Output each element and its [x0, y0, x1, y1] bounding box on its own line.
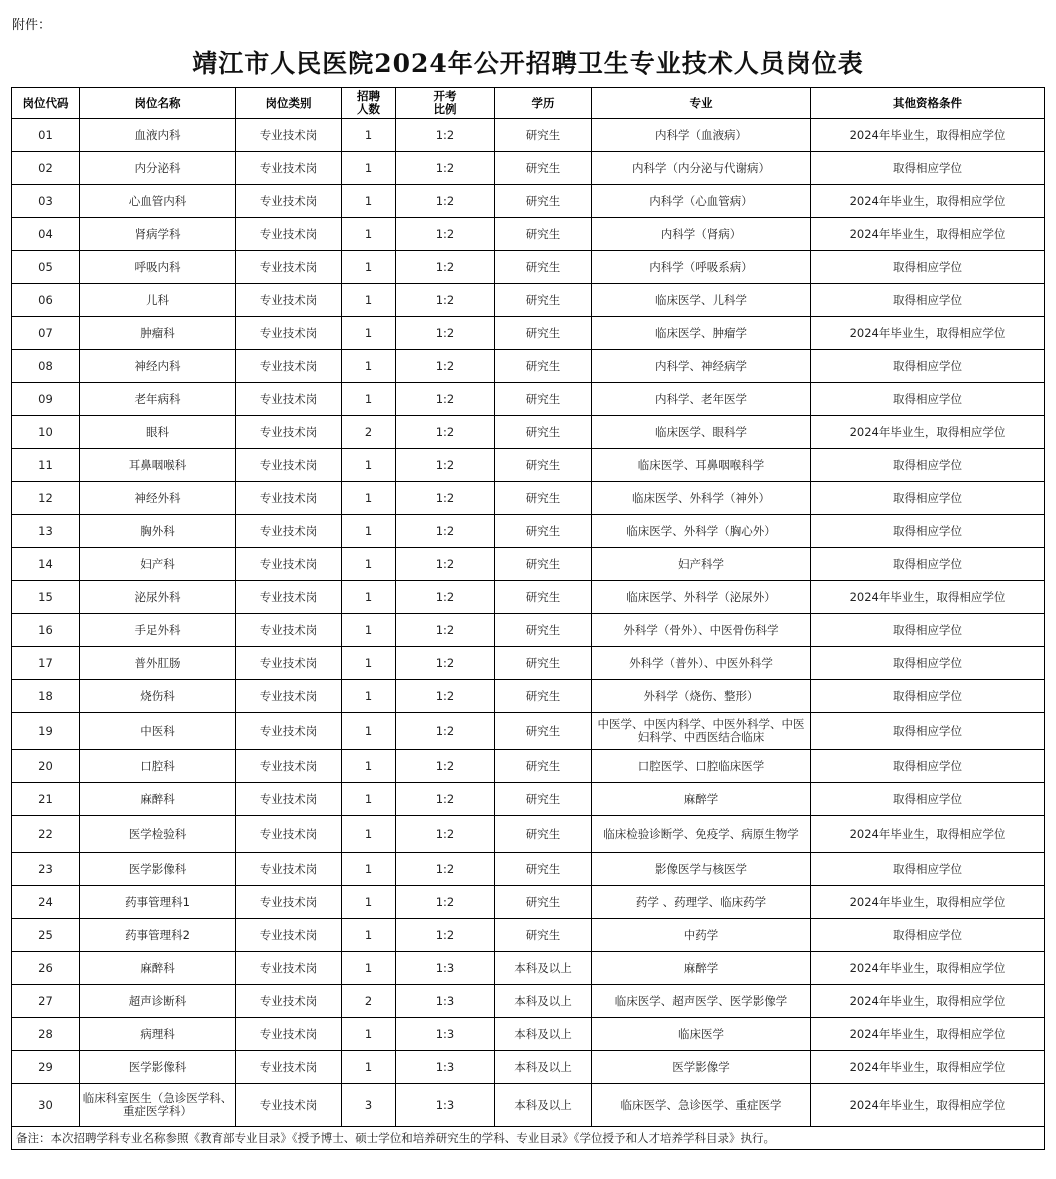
cell-position-code: 10 — [12, 416, 80, 449]
cell-exam-ratio: 1:3 — [396, 985, 495, 1018]
cell-position-name: 肿瘤科 — [80, 317, 236, 350]
cell-position-code: 24 — [12, 886, 80, 919]
page-title: 靖江市人民医院2024年公开招聘卫生专业技术人员岗位表 — [192, 49, 864, 78]
cell-education: 研究生 — [495, 284, 592, 317]
cell-position-category: 专业技术岗 — [236, 119, 342, 152]
cell-recruit-count: 1 — [342, 1018, 396, 1051]
cell-education: 研究生 — [495, 251, 592, 284]
cell-other-requirements: 取得相应学位 — [811, 152, 1045, 185]
cell-position-category: 专业技术岗 — [236, 886, 342, 919]
cell-education: 研究生 — [495, 383, 592, 416]
cell-exam-ratio: 1:2 — [396, 383, 495, 416]
cell-major: 药学 、药理学、临床药学 — [592, 886, 811, 919]
cell-position-code: 28 — [12, 1018, 80, 1051]
cell-education: 研究生 — [495, 350, 592, 383]
cell-position-code: 04 — [12, 218, 80, 251]
cell-major: 临床医学 — [592, 1018, 811, 1051]
cell-position-name: 中医科 — [80, 713, 236, 750]
cell-exam-ratio: 1:2 — [396, 614, 495, 647]
cell-exam-ratio: 1:3 — [396, 1018, 495, 1051]
header-exam-ratio-line2: 比例 — [433, 102, 457, 116]
cell-position-code: 25 — [12, 919, 80, 952]
cell-recruit-count: 1 — [342, 750, 396, 783]
cell-position-name: 神经内科 — [80, 350, 236, 383]
footnote-row — [12, 1127, 1045, 1150]
cell-recruit-count: 1 — [342, 383, 396, 416]
cell-exam-ratio: 1:2 — [396, 449, 495, 482]
cell-recruit-count: 1 — [342, 647, 396, 680]
header-exam-ratio — [396, 88, 495, 119]
cell-recruit-count: 1 — [342, 713, 396, 750]
cell-position-category: 专业技术岗 — [236, 985, 342, 1018]
cell-position-code: 08 — [12, 350, 80, 383]
cell-recruit-count: 2 — [342, 416, 396, 449]
cell-position-code: 20 — [12, 750, 80, 783]
header-exam-ratio-line1: 开考 — [433, 89, 457, 103]
cell-exam-ratio: 1:2 — [396, 853, 495, 886]
header-education: 学历 — [495, 88, 592, 119]
cell-other-requirements: 2024年毕业生，取得相应学位 — [811, 581, 1045, 614]
cell-education: 研究生 — [495, 853, 592, 886]
cell-exam-ratio: 1:2 — [396, 317, 495, 350]
cell-education: 研究生 — [495, 816, 592, 853]
table-row — [12, 350, 1045, 383]
cell-other-requirements: 2024年毕业生，取得相应学位 — [811, 952, 1045, 985]
cell-education: 研究生 — [495, 482, 592, 515]
cell-position-name: 普外肛肠 — [80, 647, 236, 680]
header-other-requirements: 其他资格条件 — [811, 88, 1045, 119]
cell-position-category: 专业技术岗 — [236, 614, 342, 647]
header-recruit-count — [342, 88, 396, 119]
table-row — [12, 750, 1045, 783]
cell-recruit-count: 1 — [342, 853, 396, 886]
cell-exam-ratio: 1:2 — [396, 515, 495, 548]
cell-position-category: 专业技术岗 — [236, 853, 342, 886]
cell-position-code: 29 — [12, 1051, 80, 1084]
table-row — [12, 713, 1045, 750]
cell-exam-ratio: 1:2 — [396, 750, 495, 783]
cell-position-code: 12 — [12, 482, 80, 515]
cell-exam-ratio: 1:2 — [396, 218, 495, 251]
cell-major: 中药学 — [592, 919, 811, 952]
cell-major: 麻醉学 — [592, 952, 811, 985]
cell-position-code: 06 — [12, 284, 80, 317]
cell-major: 临床医学、儿科学 — [592, 284, 811, 317]
cell-other-requirements: 2024年毕业生，取得相应学位 — [811, 119, 1045, 152]
cell-other-requirements: 取得相应学位 — [811, 251, 1045, 284]
cell-major: 临床医学、急诊医学、重症医学 — [592, 1084, 811, 1127]
cell-major: 麻醉学 — [592, 783, 811, 816]
cell-exam-ratio: 1:3 — [396, 1084, 495, 1127]
cell-position-category: 专业技术岗 — [236, 152, 342, 185]
table-row — [12, 185, 1045, 218]
cell-education: 研究生 — [495, 886, 592, 919]
cell-position-category: 专业技术岗 — [236, 218, 342, 251]
cell-major: 内科学、老年医学 — [592, 383, 811, 416]
cell-recruit-count: 1 — [342, 783, 396, 816]
cell-other-requirements: 2024年毕业生，取得相应学位 — [811, 1084, 1045, 1127]
cell-education: 研究生 — [495, 647, 592, 680]
table-row — [12, 952, 1045, 985]
cell-other-requirements: 取得相应学位 — [811, 783, 1045, 816]
cell-position-code: 27 — [12, 985, 80, 1018]
cell-position-name: 内分泌科 — [80, 152, 236, 185]
cell-major: 临床医学、肿瘤学 — [592, 317, 811, 350]
cell-education: 本科及以上 — [495, 1084, 592, 1127]
cell-other-requirements: 取得相应学位 — [811, 449, 1045, 482]
table-row — [12, 853, 1045, 886]
cell-other-requirements: 取得相应学位 — [811, 383, 1045, 416]
cell-exam-ratio: 1:2 — [396, 284, 495, 317]
cell-position-category: 专业技术岗 — [236, 449, 342, 482]
cell-other-requirements: 取得相应学位 — [811, 750, 1045, 783]
cell-position-code: 30 — [12, 1084, 80, 1127]
cell-other-requirements: 取得相应学位 — [811, 853, 1045, 886]
cell-exam-ratio: 1:3 — [396, 952, 495, 985]
cell-position-category: 专业技术岗 — [236, 680, 342, 713]
cell-recruit-count: 1 — [342, 816, 396, 853]
cell-recruit-count: 1 — [342, 886, 396, 919]
cell-education: 本科及以上 — [495, 1018, 592, 1051]
cell-recruit-count: 1 — [342, 1051, 396, 1084]
table-row — [12, 919, 1045, 952]
cell-major: 临床医学、超声医学、医学影像学 — [592, 985, 811, 1018]
cell-exam-ratio: 1:2 — [396, 713, 495, 750]
cell-education: 研究生 — [495, 713, 592, 750]
cell-position-code: 17 — [12, 647, 80, 680]
cell-position-name: 眼科 — [80, 416, 236, 449]
cell-other-requirements: 取得相应学位 — [811, 680, 1045, 713]
cell-recruit-count: 2 — [342, 985, 396, 1018]
table-row — [12, 886, 1045, 919]
cell-exam-ratio: 1:2 — [396, 152, 495, 185]
cell-major: 内科学（内分泌与代谢病） — [592, 152, 811, 185]
cell-recruit-count: 1 — [342, 317, 396, 350]
table-row — [12, 251, 1045, 284]
cell-position-code: 23 — [12, 853, 80, 886]
cell-position-category: 专业技术岗 — [236, 952, 342, 985]
table-row — [12, 119, 1045, 152]
cell-position-category: 专业技术岗 — [236, 1084, 342, 1127]
cell-position-category: 专业技术岗 — [236, 1018, 342, 1051]
cell-position-code: 15 — [12, 581, 80, 614]
cell-position-code: 03 — [12, 185, 80, 218]
cell-other-requirements: 2024年毕业生，取得相应学位 — [811, 317, 1045, 350]
table-row — [12, 783, 1045, 816]
cell-education: 研究生 — [495, 317, 592, 350]
cell-major: 内科学（心血管病） — [592, 185, 811, 218]
cell-education: 研究生 — [495, 185, 592, 218]
cell-exam-ratio: 1:3 — [396, 1051, 495, 1084]
header-recruit-count-line1: 招聘 — [357, 89, 380, 103]
cell-position-name: 儿科 — [80, 284, 236, 317]
cell-position-category: 专业技术岗 — [236, 1051, 342, 1084]
table-row — [12, 416, 1045, 449]
cell-major: 外科学（骨外）、中医骨伤科学 — [592, 614, 811, 647]
cell-recruit-count: 1 — [342, 449, 396, 482]
cell-other-requirements: 取得相应学位 — [811, 713, 1045, 750]
cell-position-category: 专业技术岗 — [236, 783, 342, 816]
cell-position-name: 医学检验科 — [80, 816, 236, 853]
header-major: 专业 — [592, 88, 811, 119]
cell-position-code: 09 — [12, 383, 80, 416]
cell-position-code: 07 — [12, 317, 80, 350]
cell-recruit-count: 1 — [342, 218, 396, 251]
cell-position-name: 心血管内科 — [80, 185, 236, 218]
cell-position-code: 11 — [12, 449, 80, 482]
cell-education: 研究生 — [495, 416, 592, 449]
cell-major: 医学影像学 — [592, 1051, 811, 1084]
cell-exam-ratio: 1:2 — [396, 581, 495, 614]
cell-other-requirements: 2024年毕业生，取得相应学位 — [811, 416, 1045, 449]
header-position-code: 岗位代码 — [12, 88, 80, 119]
cell-recruit-count: 1 — [342, 350, 396, 383]
cell-recruit-count: 1 — [342, 614, 396, 647]
cell-education: 研究生 — [495, 449, 592, 482]
cell-education: 研究生 — [495, 581, 592, 614]
cell-exam-ratio: 1:2 — [396, 647, 495, 680]
cell-position-code: 01 — [12, 119, 80, 152]
cell-position-category: 专业技术岗 — [236, 515, 342, 548]
cell-other-requirements: 取得相应学位 — [811, 919, 1045, 952]
cell-position-code: 26 — [12, 952, 80, 985]
table-row — [12, 680, 1045, 713]
cell-position-code: 22 — [12, 816, 80, 853]
cell-exam-ratio: 1:2 — [396, 185, 495, 218]
cell-position-code: 02 — [12, 152, 80, 185]
cell-position-name: 烧伤科 — [80, 680, 236, 713]
cell-position-name: 神经外科 — [80, 482, 236, 515]
cell-position-category: 专业技术岗 — [236, 647, 342, 680]
table-row — [12, 449, 1045, 482]
cell-major: 临床医学、外科学（泌尿外） — [592, 581, 811, 614]
table-row — [12, 515, 1045, 548]
cell-position-name: 医学影像科 — [80, 853, 236, 886]
header-position-category: 岗位类别 — [236, 88, 342, 119]
cell-position-name: 胸外科 — [80, 515, 236, 548]
cell-recruit-count: 3 — [342, 1084, 396, 1127]
cell-position-code: 19 — [12, 713, 80, 750]
cell-position-name: 药事管理科1 — [80, 886, 236, 919]
cell-education: 本科及以上 — [495, 1051, 592, 1084]
table-row — [12, 284, 1045, 317]
cell-education: 研究生 — [495, 919, 592, 952]
cell-recruit-count: 1 — [342, 680, 396, 713]
cell-major: 内科学（血液病） — [592, 119, 811, 152]
cell-other-requirements: 2024年毕业生，取得相应学位 — [811, 985, 1045, 1018]
cell-major: 中医学、中医内科学、中医外科学、中医妇科学、中西医结合临床 — [592, 713, 811, 750]
cell-exam-ratio: 1:2 — [396, 816, 495, 853]
cell-exam-ratio: 1:2 — [396, 350, 495, 383]
table-header-row — [12, 88, 1045, 119]
cell-exam-ratio: 1:2 — [396, 783, 495, 816]
cell-position-category: 专业技术岗 — [236, 816, 342, 853]
cell-other-requirements: 取得相应学位 — [811, 614, 1045, 647]
cell-other-requirements: 取得相应学位 — [811, 647, 1045, 680]
cell-recruit-count: 1 — [342, 119, 396, 152]
cell-education: 研究生 — [495, 119, 592, 152]
footnote: 备注：本次招聘学科专业名称参照《教育部专业目录》《授予博士、硕士学位和培养研究生的学科、专业目录》《学位授予和人才培养学科目录》执行。 — [12, 1127, 1045, 1150]
cell-education: 研究生 — [495, 515, 592, 548]
cell-position-name: 麻醉科 — [80, 952, 236, 985]
cell-recruit-count: 1 — [342, 581, 396, 614]
cell-education: 研究生 — [495, 750, 592, 783]
cell-position-name: 超声诊断科 — [80, 985, 236, 1018]
table-row — [12, 816, 1045, 853]
cell-other-requirements: 2024年毕业生，取得相应学位 — [811, 1018, 1045, 1051]
cell-major: 影像医学与核医学 — [592, 853, 811, 886]
table-row — [12, 383, 1045, 416]
table-row — [12, 482, 1045, 515]
cell-major: 妇产科学 — [592, 548, 811, 581]
cell-major: 内科学（呼吸系病） — [592, 251, 811, 284]
cell-exam-ratio: 1:2 — [396, 886, 495, 919]
cell-education: 研究生 — [495, 152, 592, 185]
cell-position-category: 专业技术岗 — [236, 416, 342, 449]
cell-position-code: 21 — [12, 783, 80, 816]
cell-exam-ratio: 1:2 — [396, 680, 495, 713]
cell-exam-ratio: 1:2 — [396, 482, 495, 515]
cell-education: 本科及以上 — [495, 985, 592, 1018]
cell-other-requirements: 2024年毕业生，取得相应学位 — [811, 185, 1045, 218]
cell-other-requirements: 取得相应学位 — [811, 284, 1045, 317]
cell-major: 临床医学、耳鼻咽喉科学 — [592, 449, 811, 482]
cell-major: 临床医学、外科学（神外） — [592, 482, 811, 515]
cell-position-name: 耳鼻咽喉科 — [80, 449, 236, 482]
table-row — [12, 1018, 1045, 1051]
cell-recruit-count: 1 — [342, 919, 396, 952]
cell-position-category: 专业技术岗 — [236, 383, 342, 416]
cell-position-name: 妇产科 — [80, 548, 236, 581]
cell-recruit-count: 1 — [342, 548, 396, 581]
cell-position-category: 专业技术岗 — [236, 750, 342, 783]
cell-recruit-count: 1 — [342, 152, 396, 185]
table-row — [12, 1084, 1045, 1127]
cell-position-category: 专业技术岗 — [236, 919, 342, 952]
cell-position-name: 麻醉科 — [80, 783, 236, 816]
cell-major: 内科学（肾病） — [592, 218, 811, 251]
cell-major: 外科学（普外）、中医外科学 — [592, 647, 811, 680]
cell-other-requirements: 取得相应学位 — [811, 350, 1045, 383]
cell-position-code: 16 — [12, 614, 80, 647]
cell-other-requirements: 2024年毕业生，取得相应学位 — [811, 816, 1045, 853]
cell-position-category: 专业技术岗 — [236, 251, 342, 284]
attachment-label: 附件： — [12, 18, 52, 33]
cell-recruit-count: 1 — [342, 284, 396, 317]
table-row — [12, 985, 1045, 1018]
cell-major: 临床医学、眼科学 — [592, 416, 811, 449]
positions-table — [11, 87, 1045, 1150]
cell-position-name: 手足外科 — [80, 614, 236, 647]
cell-position-name: 病理科 — [80, 1018, 236, 1051]
cell-education: 本科及以上 — [495, 952, 592, 985]
cell-position-category: 专业技术岗 — [236, 317, 342, 350]
cell-recruit-count: 1 — [342, 185, 396, 218]
cell-position-name: 呼吸内科 — [80, 251, 236, 284]
cell-exam-ratio: 1:2 — [396, 919, 495, 952]
header-recruit-count-line2: 人数 — [357, 102, 380, 116]
cell-position-name: 老年病科 — [80, 383, 236, 416]
cell-position-category: 专业技术岗 — [236, 185, 342, 218]
cell-recruit-count: 1 — [342, 515, 396, 548]
cell-position-category: 专业技术岗 — [236, 581, 342, 614]
table-row — [12, 614, 1045, 647]
cell-other-requirements: 2024年毕业生，取得相应学位 — [811, 886, 1045, 919]
cell-other-requirements: 2024年毕业生，取得相应学位 — [811, 218, 1045, 251]
cell-position-code: 14 — [12, 548, 80, 581]
cell-exam-ratio: 1:2 — [396, 119, 495, 152]
table-row — [12, 581, 1045, 614]
cell-position-name: 泌尿外科 — [80, 581, 236, 614]
cell-other-requirements: 2024年毕业生，取得相应学位 — [811, 1051, 1045, 1084]
cell-recruit-count: 1 — [342, 251, 396, 284]
cell-position-code: 13 — [12, 515, 80, 548]
cell-position-code: 05 — [12, 251, 80, 284]
cell-position-name: 药事管理科2 — [80, 919, 236, 952]
cell-other-requirements: 取得相应学位 — [811, 482, 1045, 515]
cell-position-category: 专业技术岗 — [236, 548, 342, 581]
table-row — [12, 152, 1045, 185]
cell-major: 口腔医学、口腔临床医学 — [592, 750, 811, 783]
cell-position-name: 口腔科 — [80, 750, 236, 783]
cell-position-category: 专业技术岗 — [236, 284, 342, 317]
cell-exam-ratio: 1:2 — [396, 416, 495, 449]
cell-other-requirements: 取得相应学位 — [811, 548, 1045, 581]
cell-other-requirements: 取得相应学位 — [811, 515, 1045, 548]
cell-position-name: 医学影像科 — [80, 1051, 236, 1084]
table-row — [12, 548, 1045, 581]
cell-position-category: 专业技术岗 — [236, 713, 342, 750]
cell-education: 研究生 — [495, 218, 592, 251]
header-position-name: 岗位名称 — [80, 88, 236, 119]
cell-education: 研究生 — [495, 783, 592, 816]
cell-recruit-count: 1 — [342, 482, 396, 515]
cell-major: 外科学（烧伤、整形） — [592, 680, 811, 713]
cell-major: 内科学、神经病学 — [592, 350, 811, 383]
cell-position-name: 血液内科 — [80, 119, 236, 152]
cell-recruit-count: 1 — [342, 952, 396, 985]
cell-position-category: 专业技术岗 — [236, 482, 342, 515]
table-row — [12, 218, 1045, 251]
table-body — [12, 119, 1045, 1127]
cell-education: 研究生 — [495, 614, 592, 647]
table-row — [12, 1051, 1045, 1084]
table-row — [12, 317, 1045, 350]
cell-position-code: 18 — [12, 680, 80, 713]
cell-education: 研究生 — [495, 680, 592, 713]
cell-exam-ratio: 1:2 — [396, 548, 495, 581]
cell-education: 研究生 — [495, 548, 592, 581]
cell-position-name: 临床科室医生（急诊医学科、重症医学科） — [80, 1084, 236, 1127]
cell-position-name: 肾病学科 — [80, 218, 236, 251]
cell-major: 临床检验诊断学、免疫学、病原生物学 — [592, 816, 811, 853]
cell-position-category: 专业技术岗 — [236, 350, 342, 383]
cell-exam-ratio: 1:2 — [396, 251, 495, 284]
table-row — [12, 647, 1045, 680]
cell-major: 临床医学、外科学（胸心外） — [592, 515, 811, 548]
